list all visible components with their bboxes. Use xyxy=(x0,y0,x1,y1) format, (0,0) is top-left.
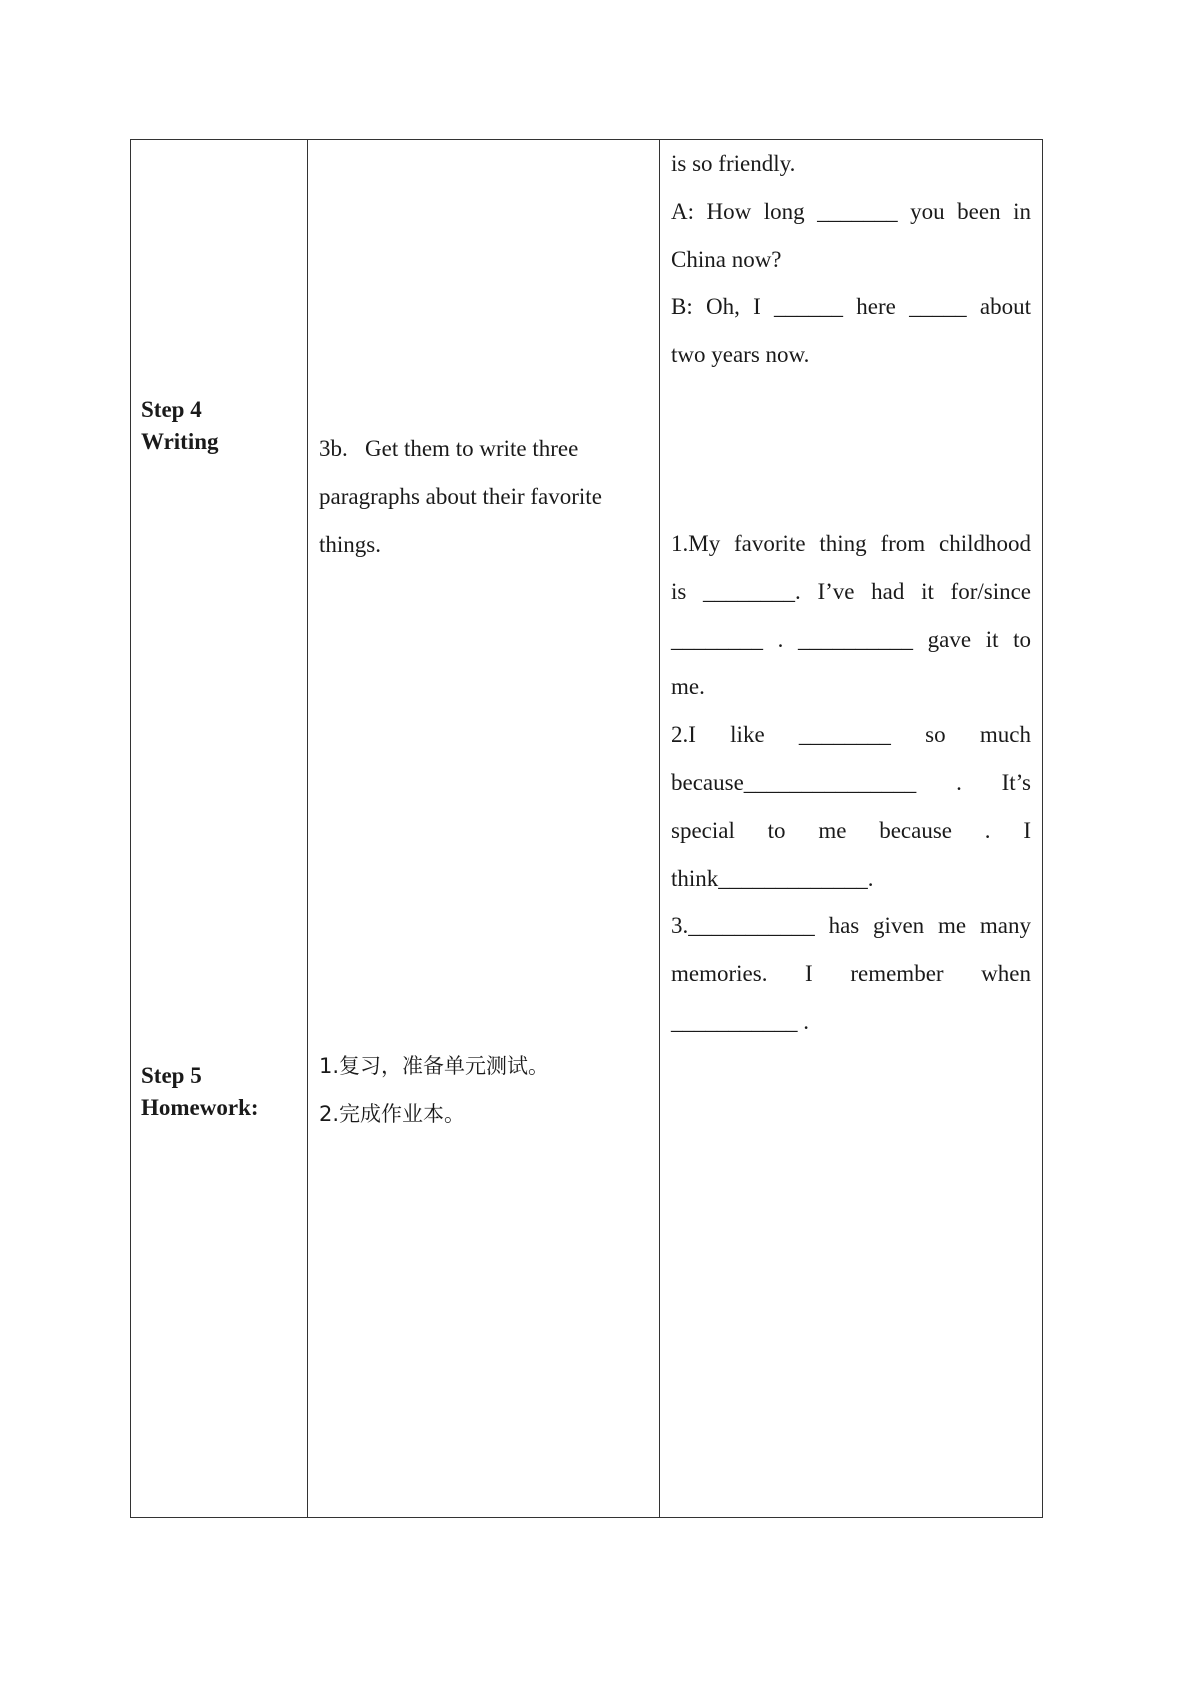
template-line: because_______________ . It’s xyxy=(671,769,1031,795)
writing-task-line: things. xyxy=(319,532,381,557)
writing-template xyxy=(671,520,1031,1046)
step-5-heading xyxy=(141,1060,259,1124)
writing-task-line: paragraphs about their favorite xyxy=(319,484,602,509)
column-divider-2 xyxy=(659,139,660,1518)
writing-task xyxy=(319,425,649,569)
dialogue-line: B: Oh, I ______ here _____ about xyxy=(671,294,1031,320)
template-line: memories. I remember when xyxy=(671,961,1031,987)
dialogue-line: two years now. xyxy=(671,342,810,368)
dialogue-exercise xyxy=(671,140,1031,379)
step-5-label: Step 5 xyxy=(141,1063,202,1088)
homework-item: 2.完成作业本。 xyxy=(319,1102,466,1126)
step-4-title: Writing xyxy=(141,429,219,454)
writing-task-line: 3b. Get them to write three xyxy=(319,436,579,461)
step-4-label: Step 4 xyxy=(141,397,202,422)
template-line: me. xyxy=(671,674,705,700)
template-line: is ________. I’ve had it for/since xyxy=(671,578,1031,604)
step-4-heading xyxy=(141,394,219,458)
template-line: 2.I like ________ so much xyxy=(671,722,1031,748)
template-line: ________ . __________ gave it to xyxy=(671,626,1031,652)
homework-item: 1.复习，准备单元测试。 xyxy=(319,1054,550,1078)
homework-list xyxy=(319,1042,649,1138)
template-line: special to me because . I xyxy=(671,817,1031,843)
dialogue-line: A: How long _______ you been in xyxy=(671,198,1031,224)
step-5-title: Homework: xyxy=(141,1095,259,1120)
dialogue-line: China now? xyxy=(671,246,782,272)
template-line: ___________ . xyxy=(671,1008,809,1034)
template-line: 3.___________ has given me many xyxy=(671,913,1031,939)
template-line: 1.My favorite thing from childhood xyxy=(671,531,1031,556)
template-line: think_____________. xyxy=(671,865,874,891)
dialogue-line: is so friendly. xyxy=(671,151,796,176)
column-divider-1 xyxy=(307,139,308,1518)
